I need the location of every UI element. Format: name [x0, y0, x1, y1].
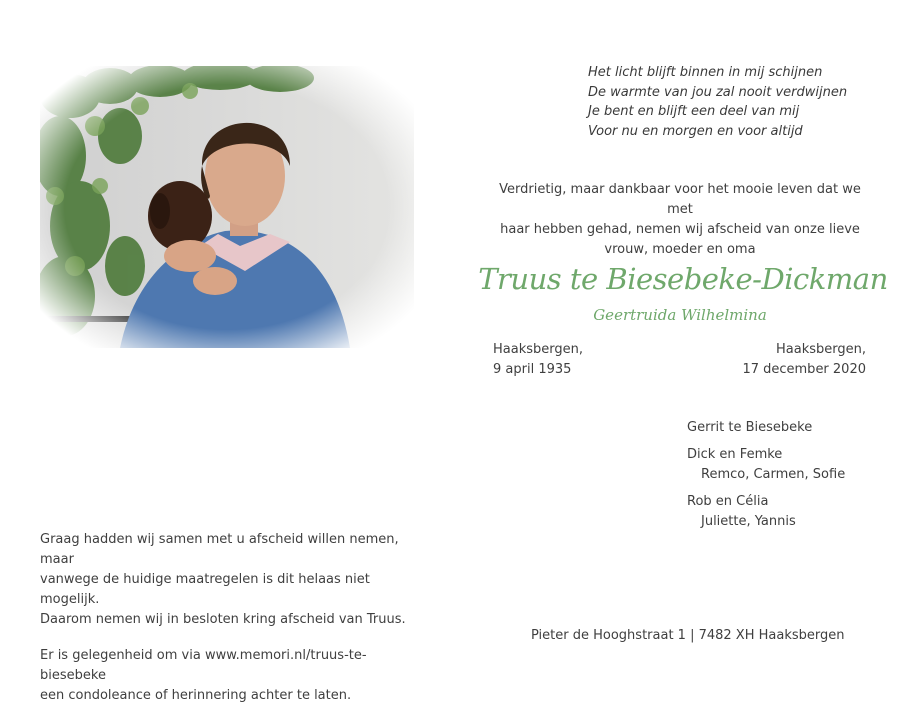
family-children: Juliette, Yannis	[701, 514, 796, 529]
notice-paragraph	[40, 530, 430, 630]
family-group	[687, 492, 845, 532]
notice-line: Er is gelegenheid om via www.memori.nl/truus-te-biesebeke	[40, 648, 367, 683]
spouse: Gerrit te Biesebeke	[687, 420, 813, 435]
intro-text	[494, 180, 866, 260]
poem-line: Het licht blijft binnen in mij schijnen	[588, 65, 823, 80]
poem-line: Je bent en blijft een deel van mij	[588, 104, 800, 119]
notice-line: Daarom nemen wij in besloten kring afscheid van Truus.	[40, 612, 406, 627]
family-list	[687, 418, 845, 539]
given-names: Geertruida Wilhelmina	[593, 306, 767, 324]
poem-line: De warmte van jou zal nooit verdwijnen	[588, 84, 848, 100]
notice-line: Graag hadden wij samen met u afscheid willen nemen, maar	[40, 532, 399, 567]
portrait-photo	[40, 66, 414, 348]
notice-paragraph	[40, 646, 430, 706]
death-place: Haaksbergen,	[776, 342, 866, 357]
poem	[588, 63, 847, 141]
family-group	[687, 445, 845, 485]
notice	[40, 530, 430, 722]
intro-line: haar hebben gehad, nemen wij afscheid van onze lieve	[500, 222, 860, 237]
notice-line: vanwege de huidige maatregelen is dit helaas niet mogelijk.	[40, 572, 370, 607]
address: Pieter de Hooghstraat 1 | 7482 XH Haaksbergen	[531, 628, 845, 643]
intro-line: Verdrietig, maar dankbaar voor het mooie leven dat we met	[499, 182, 861, 217]
family-children: Remco, Carmen, Sofie	[701, 467, 846, 482]
birth-date: 9 april 1935	[493, 362, 572, 377]
poem-line: Voor nu en morgen en voor altijd	[588, 123, 803, 139]
death-info	[742, 340, 866, 380]
intro-line: vrouw, moeder en oma	[604, 242, 756, 257]
birth-place: Haaksbergen,	[493, 342, 583, 357]
death-date: 17 december 2020	[742, 362, 866, 377]
family-parents: Dick en Femke	[687, 447, 783, 462]
family-parents: Rob en Célia	[687, 494, 769, 509]
deceased-name: Truus te Biesebeke-Dickman	[478, 262, 888, 296]
birth-info	[493, 340, 583, 380]
notice-line: een condoleance of herinnering achter te laten.	[40, 688, 352, 703]
